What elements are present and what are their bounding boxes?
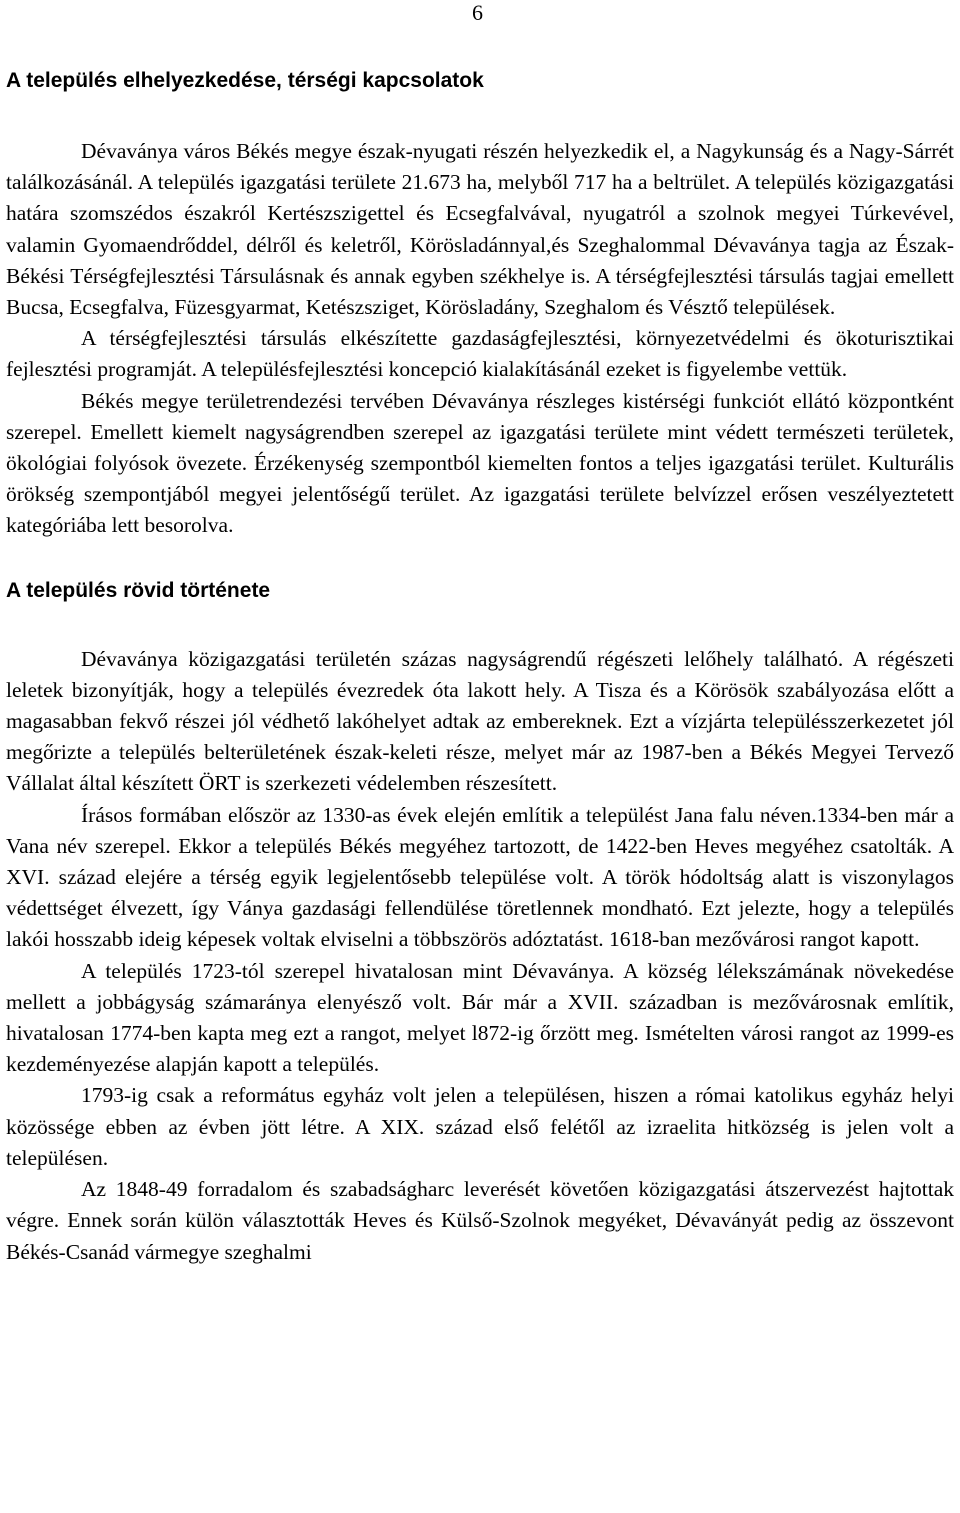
paragraph: A település 1723-tól szerepel hivatalosan mint Dévaványa. A község lélekszámának növekedése mellett a jobbágyság számaránya elenyésző volt. Bár már a XVII. században is mezővárosnak említik, hivatalosan 1774-ben kapta meg ezt a rangot, melyet l872-ig őrzött meg. Ismételten városi rangot az 1999-es kezdeményezése alapján kapott a település.	[6, 958, 954, 1077]
page-number: 6	[472, 0, 483, 25]
document-body	[6, 66, 954, 1268]
paragraph: Dévaványa város Békés megye észak-nyugati részén helyezkedik el, a Nagykunság és a Nagy-Sárrét találkozásánál. A település igazgatási területe 21.673 ha, melyből 717 ha a beltrület. A település közigazgatási határa szomszédos északról Kertészszigettel és Ecsegfalvával, nyugatról a szolnok megyei Túrkevével, valamin Gyomaendrőddel, délről és keletről, Körösladánnyal,és Szeghalommal Dévaványa tagja az Észak-Békési Térségfejlesztési Társulásnak és annak egyben székhelye is. A térségfejlesztési társulás tagjai emellett Bucsa, Ecsegfalva, Füzesgyarmat, Ketészsziget, Körösladány, Szeghalom és Vésztő települések.	[6, 139, 954, 320]
section-heading-history: A település rövid története	[6, 578, 271, 602]
paragraph: A térségfejlesztési társulás elkészítette gazdaságfejlesztési, környezetvédelmi és ökoturisztikai fejlesztési programját. A településfejlesztési koncepció kialakításánál ezeket is figyelembe vettük.	[6, 326, 954, 382]
paragraph: Az 1848-49 forradalom és szabadságharc leverését követően közigazgatási átszervezést hajtottak végre. Ennek során külön választották Heves és Külső-Szolnok megyéket, Dévaványát pedig az összevont Békés-Csanád vármegye szeghalmi	[6, 1177, 954, 1264]
paragraph: Dévaványa közigazgatási területén százas nagyságrendű régészeti lelőhely található. A régészeti leletek bizonyítják, hogy a település évezredek óta lakott hely. A Tisza és a Körösök szabályozása előtt a magasabban fekvő részei jól védhető lakóhelyet adtak az embereknek. Ezt a vízjárta településszerkezetet jól megőrizte a település belterületének észak-keleti része, melyet már az 1987-ben a Békés Megyei Tervező Vállalat által készített ÖRT is szerkezeti védelemben részesített.	[6, 646, 954, 796]
paragraph: Békés megye területrendezési tervében Dévaványa részleges kistérségi funkciót ellátó központként szerepel. Emellett kiemelt nagyságrendben szerepel az igazgatási területe mint védett természeti területek, ökológiai folyósok övezete. Érzékenység szempontból kiemelten fontos a teljes igazgatási terület. Kulturális örökség szempontjából megyei jelentőségű terület. Az igazgatási területe belvízzel erősen veszélyeztetett kategóriába lett besorolva.	[6, 388, 954, 538]
paragraph: 1793-ig csak a református egyház volt jelen a településen, hiszen a római katolikus egyház helyi közössége ebben az évben jött létre. A XIX. század első felétől az izraelita hitközség is jelen volt a településen.	[6, 1083, 954, 1170]
section-heading-location: A település elhelyezkedése, térségi kapcsolatok	[6, 69, 484, 92]
paragraph: Írásos formában először az 1330-as évek elején említik a települést Jana falu néven.1334-ben már a Vana név szerepel. Ekkor a település Békés megyéhez tartozott, de 1422-ben Heves megyéhez csatolták. A XVI. század elejére a térség egyik legjelentősebb települése volt. A török hódoltság alatt is viszonylagos védettséget élvezett, így Ványa gazdasági fellendülése töretlennek mondható. Ezt jelezte, hogy a település lakói hosszabb ideig képesek voltak elviselni a többszörös adóztatást. 1618-ban mezővárosi rangot kapott.	[6, 802, 954, 952]
